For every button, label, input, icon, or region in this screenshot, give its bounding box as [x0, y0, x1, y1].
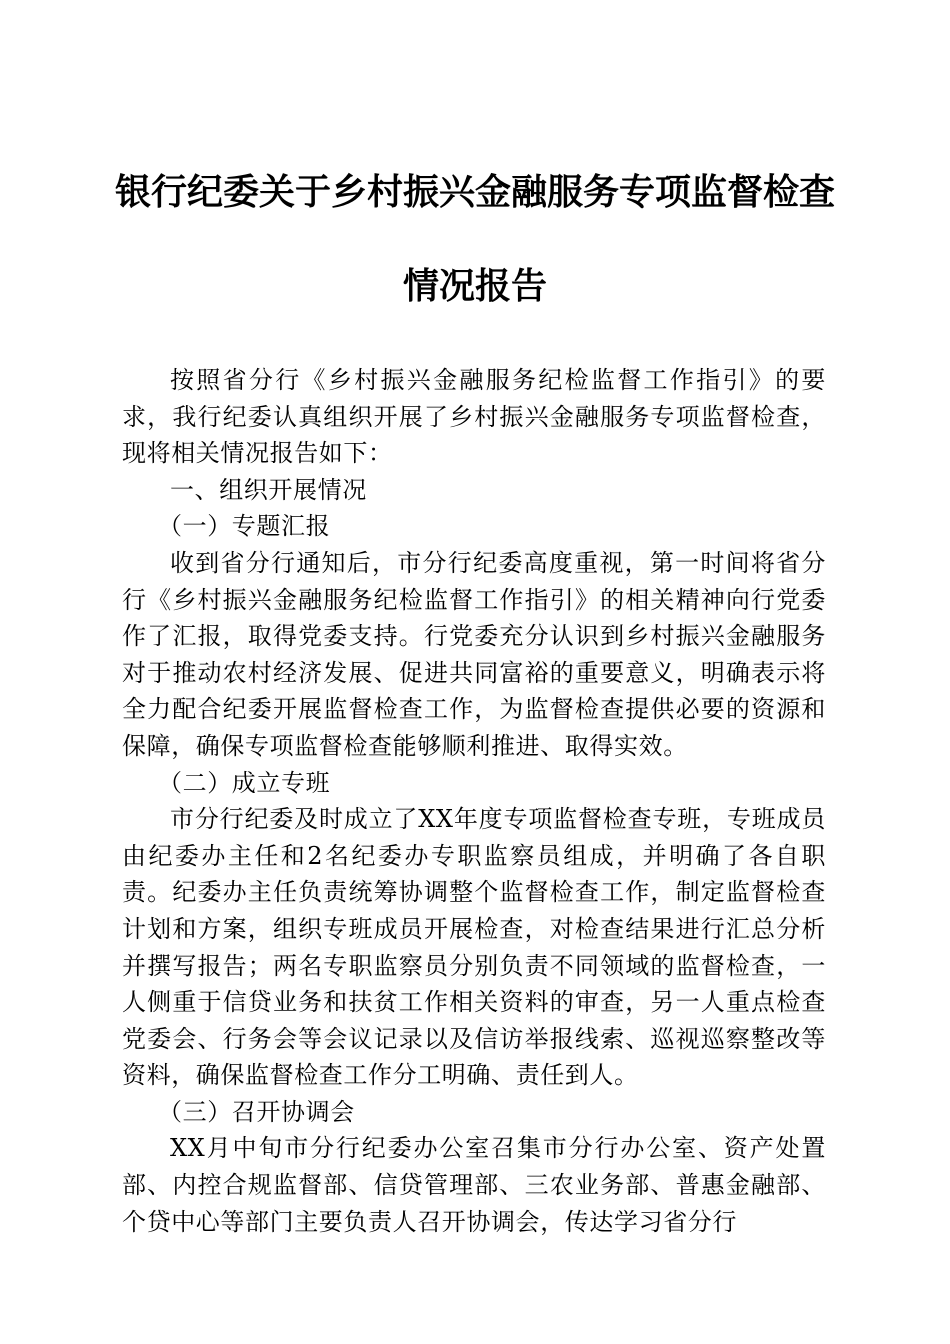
subsection-paragraph-2: 市分行纪委及时成立了XX年度专项监督检查专班，专班成员由纪委办主任和2名纪委办专职监察员组成，并明确了各自职责。纪委办主任负责统筹协调整个监督检查工作，制定监督检查计划和方案，组织专班成员开展检查，对检查结果进行汇总分析并撰写报告；两名专职监察员分别负责不同领域的监督检查，一人侧重于信贷业务和扶贫工作相关资料的审查，另一人重点检查党委会、行务会等会议记录以及信访举报线索、巡视巡察整改等资料，确保监督检查工作分工明确、责任到人。	[122, 805, 826, 1090]
subsection-heading-2: （二）成立专班	[158, 768, 331, 797]
subsection-heading-1: （一）专题汇报	[158, 512, 331, 541]
subsection-heading-3: （三）召开协调会	[158, 1097, 355, 1126]
document-title-line-1: 银行纪委关于乡村振兴金融服务专项监督检查	[114, 171, 835, 213]
document-title-line-2: 情况报告	[402, 265, 547, 307]
subsection-paragraph-1: 收到省分行通知后，市分行纪委高度重视，第一时间将省分行《乡村振兴金融服务纪检监督工作指引》的相关精神向行党委作了汇报，取得党委支持。行党委充分认识到乡村振兴金融服务对于推动农村经济发展、促进共同富裕的重要意义，明确表示将全力配合纪委开展监督检查工作，为监督检查提供必要的资源和保障，确保专项监督检查能够顺利推进、取得实效。	[122, 548, 826, 760]
subsection-paragraph-3: XX月中旬市分行纪委办公室召集市分行办公室、资产处置部、内控合规监督部、信贷管理部、三农业务部、普惠金融部、个贷中心等部门主要负责人召开协调会，传达学习省分行	[122, 1134, 826, 1236]
document-body	[122, 362, 826, 1240]
intro-paragraph: 按照省分行《乡村振兴金融服务纪检监督工作指引》的要求，我行纪委认真组织开展了乡村振兴金融服务专项监督检查，现将相关情况报告如下：	[122, 366, 826, 468]
section-heading-1: 一、组织开展情况	[170, 475, 367, 504]
